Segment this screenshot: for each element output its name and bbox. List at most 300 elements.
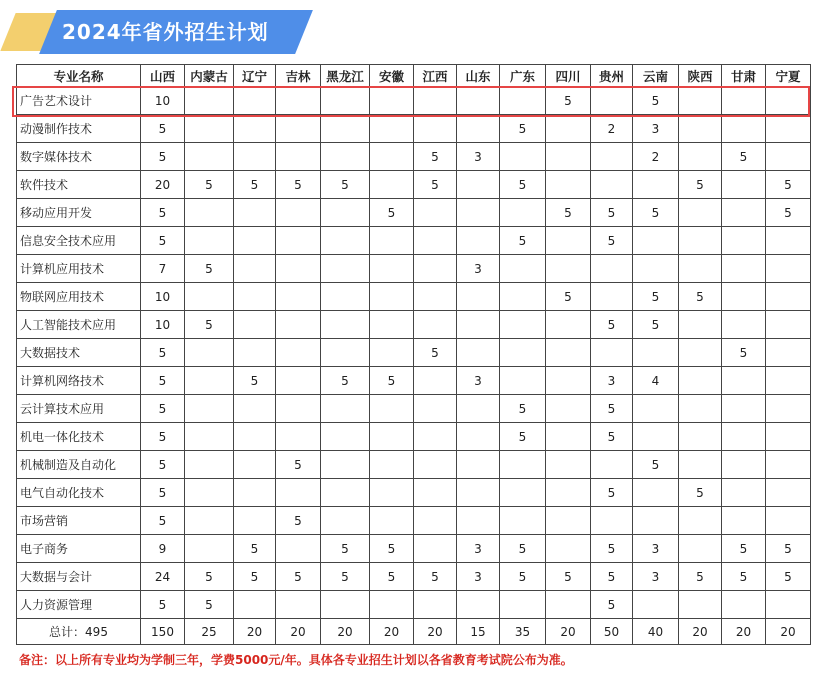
table-row bbox=[17, 339, 811, 367]
quota-cell bbox=[321, 507, 370, 535]
quota-cell: 5 bbox=[546, 563, 591, 591]
quota-cell: 7 bbox=[141, 255, 185, 283]
quota-cell bbox=[414, 535, 457, 563]
table-row bbox=[17, 87, 811, 115]
quota-cell bbox=[591, 507, 633, 535]
quota-cell: 5 bbox=[321, 367, 370, 395]
quota-cell bbox=[370, 255, 414, 283]
quota-cell bbox=[185, 507, 234, 535]
table-row bbox=[17, 367, 811, 395]
quota-cell bbox=[722, 423, 766, 451]
quota-cell bbox=[546, 115, 591, 143]
table-row bbox=[17, 255, 811, 283]
quota-cell: 5 bbox=[141, 199, 185, 227]
quota-cell bbox=[546, 171, 591, 199]
table-row bbox=[17, 283, 811, 311]
quota-cell bbox=[185, 535, 234, 563]
quota-cell bbox=[234, 423, 276, 451]
quota-cell bbox=[276, 87, 321, 115]
quota-cell bbox=[722, 311, 766, 339]
quota-cell bbox=[185, 395, 234, 423]
quota-cell bbox=[234, 507, 276, 535]
quota-cell: 2 bbox=[633, 143, 679, 171]
column-header-province: 贵州 bbox=[591, 65, 633, 87]
quota-cell bbox=[679, 339, 722, 367]
quota-cell bbox=[457, 423, 500, 451]
quota-cell bbox=[457, 311, 500, 339]
quota-cell: 5 bbox=[414, 171, 457, 199]
quota-cell bbox=[500, 255, 546, 283]
quota-cell bbox=[633, 339, 679, 367]
quota-cell bbox=[414, 451, 457, 479]
enrollment-plan-table bbox=[16, 64, 811, 645]
quota-cell bbox=[414, 283, 457, 311]
quota-cell: 3 bbox=[591, 367, 633, 395]
quota-cell bbox=[722, 283, 766, 311]
quota-cell bbox=[321, 283, 370, 311]
table-row bbox=[17, 591, 811, 619]
quota-cell bbox=[722, 255, 766, 283]
quota-cell bbox=[766, 311, 811, 339]
quota-cell bbox=[679, 507, 722, 535]
quota-cell bbox=[546, 395, 591, 423]
quota-cell bbox=[185, 339, 234, 367]
quota-cell bbox=[276, 199, 321, 227]
quota-cell: 5 bbox=[370, 367, 414, 395]
quota-cell bbox=[185, 423, 234, 451]
quota-cell bbox=[276, 367, 321, 395]
quota-cell: 5 bbox=[370, 199, 414, 227]
quota-cell: 5 bbox=[370, 535, 414, 563]
quota-cell bbox=[679, 87, 722, 115]
quota-cell bbox=[500, 283, 546, 311]
quota-cell: 5 bbox=[500, 535, 546, 563]
quota-cell bbox=[500, 199, 546, 227]
quota-cell bbox=[185, 143, 234, 171]
table-row bbox=[17, 115, 811, 143]
quota-cell bbox=[679, 451, 722, 479]
column-header-province: 云南 bbox=[633, 65, 679, 87]
quota-cell bbox=[500, 87, 546, 115]
quota-cell bbox=[185, 367, 234, 395]
quota-cell: 5 bbox=[141, 479, 185, 507]
column-header-province: 黑龙江 bbox=[321, 65, 370, 87]
quota-cell: 5 bbox=[141, 115, 185, 143]
table-row bbox=[17, 423, 811, 451]
total-cell: 20 bbox=[321, 619, 370, 645]
quota-cell: 5 bbox=[276, 451, 321, 479]
total-cell: 35 bbox=[500, 619, 546, 645]
quota-cell bbox=[591, 451, 633, 479]
quota-cell bbox=[722, 479, 766, 507]
quota-cell: 5 bbox=[633, 451, 679, 479]
quota-cell bbox=[500, 143, 546, 171]
quota-cell bbox=[321, 115, 370, 143]
quota-cell bbox=[457, 115, 500, 143]
quota-cell bbox=[414, 115, 457, 143]
quota-cell bbox=[457, 87, 500, 115]
quota-cell bbox=[679, 199, 722, 227]
quota-cell bbox=[370, 283, 414, 311]
quota-cell bbox=[276, 311, 321, 339]
quota-cell: 20 bbox=[141, 171, 185, 199]
quota-cell bbox=[679, 255, 722, 283]
major-name-cell: 机械制造及自动化 bbox=[17, 451, 141, 479]
total-cell: 40 bbox=[633, 619, 679, 645]
quota-cell bbox=[722, 87, 766, 115]
quota-cell: 5 bbox=[722, 339, 766, 367]
quota-cell bbox=[414, 311, 457, 339]
quota-cell bbox=[633, 171, 679, 199]
quota-cell bbox=[234, 339, 276, 367]
major-name-cell: 大数据技术 bbox=[17, 339, 141, 367]
quota-cell: 5 bbox=[591, 535, 633, 563]
quota-cell bbox=[722, 115, 766, 143]
total-cell: 20 bbox=[766, 619, 811, 645]
major-name-cell: 数字媒体技术 bbox=[17, 143, 141, 171]
quota-cell bbox=[185, 479, 234, 507]
quota-cell: 3 bbox=[457, 563, 500, 591]
quota-cell bbox=[633, 479, 679, 507]
quota-cell bbox=[234, 451, 276, 479]
quota-cell: 5 bbox=[591, 395, 633, 423]
quota-cell bbox=[234, 395, 276, 423]
quota-cell bbox=[679, 367, 722, 395]
quota-cell: 10 bbox=[141, 283, 185, 311]
major-name-cell: 电子商务 bbox=[17, 535, 141, 563]
quota-cell bbox=[414, 423, 457, 451]
quota-cell bbox=[234, 283, 276, 311]
quota-cell: 5 bbox=[141, 395, 185, 423]
quota-cell bbox=[722, 171, 766, 199]
major-name-cell: 市场营销 bbox=[17, 507, 141, 535]
quota-cell bbox=[234, 227, 276, 255]
quota-cell bbox=[321, 423, 370, 451]
table-row bbox=[17, 479, 811, 507]
column-header-province: 内蒙古 bbox=[185, 65, 234, 87]
quota-cell bbox=[679, 115, 722, 143]
quota-cell bbox=[457, 451, 500, 479]
quota-cell bbox=[457, 171, 500, 199]
column-header-province: 安徽 bbox=[370, 65, 414, 87]
quota-cell bbox=[766, 115, 811, 143]
quota-cell bbox=[679, 535, 722, 563]
quota-cell: 5 bbox=[234, 535, 276, 563]
quota-cell: 24 bbox=[141, 563, 185, 591]
quota-cell: 5 bbox=[370, 563, 414, 591]
quota-cell bbox=[722, 395, 766, 423]
quota-cell: 5 bbox=[591, 311, 633, 339]
quota-cell: 5 bbox=[141, 507, 185, 535]
quota-cell bbox=[414, 591, 457, 619]
quota-cell bbox=[679, 423, 722, 451]
column-header-major: 专业名称 bbox=[17, 65, 141, 87]
quota-cell: 5 bbox=[722, 535, 766, 563]
quota-cell bbox=[370, 479, 414, 507]
quota-cell: 5 bbox=[414, 339, 457, 367]
quota-cell bbox=[679, 227, 722, 255]
quota-cell bbox=[276, 143, 321, 171]
quota-cell bbox=[321, 199, 370, 227]
major-name-cell: 计算机应用技术 bbox=[17, 255, 141, 283]
quota-cell: 5 bbox=[500, 171, 546, 199]
table-row bbox=[17, 535, 811, 563]
column-header-province: 山东 bbox=[457, 65, 500, 87]
header-row bbox=[17, 65, 811, 87]
quota-cell bbox=[321, 451, 370, 479]
quota-cell bbox=[321, 479, 370, 507]
quota-cell bbox=[370, 115, 414, 143]
quota-cell bbox=[276, 591, 321, 619]
quota-cell: 4 bbox=[633, 367, 679, 395]
quota-cell bbox=[500, 367, 546, 395]
quota-cell bbox=[185, 283, 234, 311]
title-banner bbox=[4, 8, 314, 56]
quota-cell: 10 bbox=[141, 87, 185, 115]
quota-cell: 5 bbox=[679, 283, 722, 311]
quota-cell bbox=[591, 171, 633, 199]
quota-cell: 5 bbox=[591, 423, 633, 451]
quota-cell bbox=[766, 395, 811, 423]
major-name-cell: 电气自动化技术 bbox=[17, 479, 141, 507]
quota-cell bbox=[370, 87, 414, 115]
quota-cell bbox=[276, 535, 321, 563]
quota-cell bbox=[591, 143, 633, 171]
quota-cell: 5 bbox=[766, 535, 811, 563]
quota-cell: 5 bbox=[141, 423, 185, 451]
quota-cell bbox=[414, 87, 457, 115]
quota-cell: 5 bbox=[141, 367, 185, 395]
quota-cell bbox=[591, 283, 633, 311]
quota-cell bbox=[633, 255, 679, 283]
table-row bbox=[17, 227, 811, 255]
quota-cell bbox=[370, 423, 414, 451]
quota-cell bbox=[633, 591, 679, 619]
quota-cell bbox=[766, 591, 811, 619]
major-name-cell: 物联网应用技术 bbox=[17, 283, 141, 311]
quota-cell bbox=[234, 255, 276, 283]
quota-cell: 3 bbox=[633, 535, 679, 563]
quota-cell bbox=[546, 339, 591, 367]
quota-cell bbox=[766, 227, 811, 255]
quota-cell bbox=[546, 255, 591, 283]
quota-cell: 5 bbox=[500, 563, 546, 591]
quota-cell bbox=[185, 87, 234, 115]
quota-cell: 5 bbox=[722, 563, 766, 591]
footnote: 备注：以上所有专业均为学制三年，学费5000元/年。具体各专业招生计划以各省教育考试院公布为准。 bbox=[19, 653, 573, 667]
quota-cell bbox=[591, 87, 633, 115]
column-header-province: 吉林 bbox=[276, 65, 321, 87]
quota-cell: 5 bbox=[185, 563, 234, 591]
quota-cell bbox=[546, 535, 591, 563]
quota-cell bbox=[766, 451, 811, 479]
quota-cell bbox=[633, 507, 679, 535]
quota-cell: 5 bbox=[591, 591, 633, 619]
table-row bbox=[17, 507, 811, 535]
quota-cell bbox=[185, 451, 234, 479]
total-cell: 150 bbox=[141, 619, 185, 645]
total-cell: 20 bbox=[414, 619, 457, 645]
quota-cell bbox=[546, 227, 591, 255]
quota-cell: 5 bbox=[234, 563, 276, 591]
quota-cell bbox=[766, 283, 811, 311]
quota-cell bbox=[276, 423, 321, 451]
quota-cell bbox=[370, 171, 414, 199]
quota-cell: 5 bbox=[141, 227, 185, 255]
quota-cell bbox=[276, 227, 321, 255]
quota-cell: 5 bbox=[546, 283, 591, 311]
quota-cell: 5 bbox=[633, 199, 679, 227]
quota-cell bbox=[766, 423, 811, 451]
quota-cell bbox=[679, 591, 722, 619]
quota-cell bbox=[370, 311, 414, 339]
table-row bbox=[17, 199, 811, 227]
column-header-province: 江西 bbox=[414, 65, 457, 87]
quota-cell: 5 bbox=[141, 143, 185, 171]
quota-cell bbox=[234, 87, 276, 115]
quota-cell: 5 bbox=[591, 563, 633, 591]
quota-cell bbox=[546, 507, 591, 535]
quota-cell bbox=[546, 143, 591, 171]
quota-cell bbox=[500, 451, 546, 479]
quota-cell: 3 bbox=[633, 563, 679, 591]
quota-cell bbox=[370, 451, 414, 479]
quota-cell bbox=[722, 591, 766, 619]
quota-cell: 5 bbox=[722, 143, 766, 171]
quota-cell bbox=[500, 311, 546, 339]
quota-cell bbox=[457, 507, 500, 535]
quota-cell: 5 bbox=[591, 479, 633, 507]
quota-cell: 5 bbox=[141, 591, 185, 619]
quota-cell bbox=[321, 255, 370, 283]
column-header-province: 辽宁 bbox=[234, 65, 276, 87]
quota-cell bbox=[457, 339, 500, 367]
quota-cell bbox=[276, 283, 321, 311]
quota-cell: 5 bbox=[276, 171, 321, 199]
quota-cell bbox=[766, 479, 811, 507]
quota-cell bbox=[321, 227, 370, 255]
table-row bbox=[17, 563, 811, 591]
major-name-cell: 机电一体化技术 bbox=[17, 423, 141, 451]
quota-cell bbox=[766, 367, 811, 395]
quota-cell bbox=[722, 199, 766, 227]
quota-cell bbox=[321, 87, 370, 115]
quota-cell bbox=[546, 591, 591, 619]
quota-cell bbox=[722, 507, 766, 535]
quota-cell: 5 bbox=[679, 479, 722, 507]
quota-cell bbox=[276, 339, 321, 367]
quota-cell: 3 bbox=[457, 367, 500, 395]
quota-cell bbox=[234, 199, 276, 227]
quota-cell: 5 bbox=[500, 115, 546, 143]
quota-cell bbox=[276, 115, 321, 143]
quota-cell bbox=[321, 395, 370, 423]
quota-cell: 5 bbox=[679, 563, 722, 591]
quota-cell: 3 bbox=[457, 535, 500, 563]
quota-cell: 5 bbox=[185, 591, 234, 619]
quota-cell bbox=[185, 115, 234, 143]
quota-cell: 5 bbox=[766, 171, 811, 199]
total-cell: 15 bbox=[457, 619, 500, 645]
quota-cell: 5 bbox=[141, 451, 185, 479]
quota-cell bbox=[276, 255, 321, 283]
quota-cell: 5 bbox=[234, 367, 276, 395]
quota-cell: 5 bbox=[321, 171, 370, 199]
total-cell: 20 bbox=[679, 619, 722, 645]
quota-cell: 5 bbox=[633, 311, 679, 339]
quota-cell bbox=[370, 143, 414, 171]
quota-cell bbox=[679, 311, 722, 339]
quota-cell bbox=[457, 227, 500, 255]
column-header-province: 陕西 bbox=[679, 65, 722, 87]
major-name-cell: 信息安全技术应用 bbox=[17, 227, 141, 255]
quota-cell bbox=[500, 479, 546, 507]
column-header-province: 甘肃 bbox=[722, 65, 766, 87]
quota-cell bbox=[457, 199, 500, 227]
quota-cell bbox=[414, 255, 457, 283]
quota-cell bbox=[234, 143, 276, 171]
quota-cell: 5 bbox=[414, 563, 457, 591]
major-name-cell: 人工智能技术应用 bbox=[17, 311, 141, 339]
table-row bbox=[17, 311, 811, 339]
major-name-cell: 大数据与会计 bbox=[17, 563, 141, 591]
quota-cell bbox=[500, 591, 546, 619]
major-name-cell: 软件技术 bbox=[17, 171, 141, 199]
quota-cell bbox=[679, 143, 722, 171]
quota-cell: 5 bbox=[500, 395, 546, 423]
major-name-cell: 移动应用开发 bbox=[17, 199, 141, 227]
quota-cell: 5 bbox=[766, 199, 811, 227]
total-cell: 20 bbox=[370, 619, 414, 645]
quota-cell bbox=[321, 311, 370, 339]
total-cell: 20 bbox=[722, 619, 766, 645]
quota-cell: 5 bbox=[321, 535, 370, 563]
quota-cell bbox=[591, 255, 633, 283]
quota-cell: 5 bbox=[500, 227, 546, 255]
quota-cell: 5 bbox=[185, 311, 234, 339]
quota-cell bbox=[185, 199, 234, 227]
column-header-province: 山西 bbox=[141, 65, 185, 87]
quota-cell bbox=[370, 227, 414, 255]
quota-cell bbox=[234, 311, 276, 339]
page-title: 2024年省外招生计划 bbox=[62, 20, 269, 44]
total-cell: 20 bbox=[546, 619, 591, 645]
total-cell: 50 bbox=[591, 619, 633, 645]
quota-cell bbox=[722, 451, 766, 479]
quota-cell bbox=[321, 143, 370, 171]
table-row bbox=[17, 395, 811, 423]
quota-cell: 5 bbox=[321, 563, 370, 591]
quota-cell: 5 bbox=[185, 171, 234, 199]
quota-cell: 3 bbox=[633, 115, 679, 143]
quota-cell: 5 bbox=[633, 283, 679, 311]
quota-cell bbox=[414, 367, 457, 395]
quota-cell bbox=[234, 115, 276, 143]
quota-cell bbox=[633, 423, 679, 451]
quota-cell bbox=[546, 311, 591, 339]
quota-cell bbox=[546, 423, 591, 451]
table-row bbox=[17, 143, 811, 171]
quota-cell: 2 bbox=[591, 115, 633, 143]
quota-cell bbox=[633, 395, 679, 423]
total-label: 总计：495 bbox=[17, 619, 141, 645]
quota-cell bbox=[457, 283, 500, 311]
quota-cell bbox=[414, 507, 457, 535]
quota-cell bbox=[276, 395, 321, 423]
quota-cell bbox=[457, 591, 500, 619]
quota-cell bbox=[234, 479, 276, 507]
quota-cell bbox=[766, 339, 811, 367]
